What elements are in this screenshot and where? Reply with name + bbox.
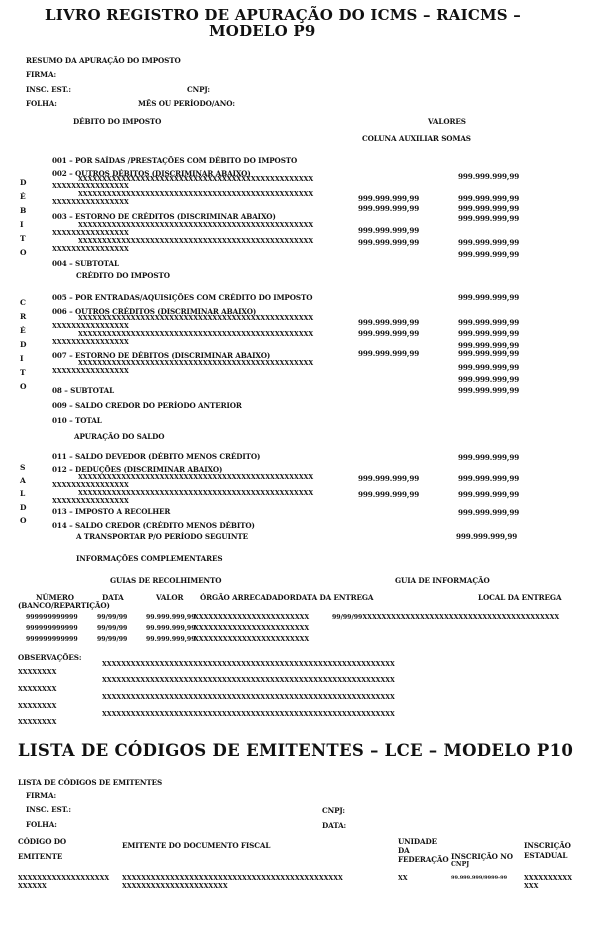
p10-subtitle: LISTA DE CÓDIGOS DE EMITENTES: [18, 778, 163, 787]
value: 999.999.999,99: [358, 329, 420, 338]
value: 999.999.999,99: [458, 293, 520, 302]
obs-short: XXXXXXXX: [18, 669, 57, 676]
row-ie: XXXXXXXXXX: [524, 875, 573, 882]
guia-info-heading: GUIA DE INFORMAÇÃO: [395, 576, 490, 585]
side-letter: O: [20, 248, 27, 257]
value: 999.999.999,99: [358, 490, 420, 499]
line-001: 001 – POR SAÍDAS /PRESTAÇÕES COM DÉBITO DO IMPOSTO: [52, 156, 298, 165]
side-letter: R: [20, 312, 27, 321]
detail-x: XXXXXXXXXXXXXXXXXXXXXXXXXXXXXXXXXXXXXXXXXXXXXXXXX: [78, 222, 314, 229]
value: 999.999.999,99: [458, 453, 520, 462]
guia-line: 99/99/99XXXXXXXXXXXXXXXXXXXXXXXXXXXXXXXXXXXXXXXXX: [332, 614, 560, 621]
apuracao-heading: APURAÇÃO DO SALDO: [74, 432, 165, 441]
side-letter: O: [20, 516, 27, 525]
side-letter: T: [20, 234, 26, 243]
value: 999.999.999,99: [458, 474, 520, 483]
value: 999.999.999,99: [458, 238, 520, 247]
row-cnpj: 99.999.999/9999-99: [451, 875, 508, 881]
guia-valor: 99.999.999,99: [146, 625, 196, 632]
obs-line: XXXXXXXXXXXXXXXXXXXXXXXXXXXXXXXXXXXXXXXXXXXXXXXXXXXXXXXXXXXXX: [102, 711, 395, 718]
line-013: 013 – IMPOSTO A RECOLHER: [52, 507, 171, 516]
side-letter: D: [20, 340, 27, 349]
value: 999.999.999,99: [458, 375, 520, 384]
obs-line: XXXXXXXXXXXXXXXXXXXXXXXXXXXXXXXXXXXXXXXXXXXXXXXXXXXXXXXXXXXXX: [102, 661, 395, 668]
guia-orgao: XXXXXXXXXXXXXXXXXXXXXXXX: [194, 636, 310, 643]
detail-x: XXXXXXXXXXXXXXXX: [52, 482, 129, 489]
line-005: 005 – POR ENTRADAS/AQUISIÇÕES COM CRÉDITO DO IMPOSTO: [52, 293, 313, 302]
detail-x: XXXXXXXXXXXXXXXX: [52, 246, 129, 253]
side-letter: É: [20, 326, 26, 335]
detail-x: XXXXXXXXXXXXXXXX: [52, 368, 129, 375]
line-012: 012 – DEDUÇÕES (DISCRIMINAR ABAIXO): [52, 465, 223, 474]
side-letter: T: [20, 368, 26, 377]
detail-x: XXXXXXXXXXXXXXXXXXXXXXXXXXXXXXXXXXXXXXXXXXXXXXXXX: [78, 176, 314, 183]
row-emitente-2: XXXXXXXXXXXXXXXXXXXXXX: [122, 883, 228, 890]
value: 999.999.999,99: [458, 363, 520, 372]
guia-num: 999999999999: [26, 614, 78, 621]
value: 999.999.999,99: [458, 386, 520, 395]
col-cnpj-2: CNPJ: [451, 861, 470, 868]
cnpj-label: CNPJ:: [187, 85, 210, 94]
coluna-somas-heading: COLUNA AUXILIAR SOMAS: [362, 134, 471, 143]
col-cnpj: INSCRIÇÃO NO: [451, 852, 513, 861]
detail-x: XXXXXXXXXXXXXXXXXXXXXXXXXXXXXXXXXXXXXXXXXXXXXXXXX: [78, 238, 314, 245]
detail-x: XXXXXXXXXXXXXXXX: [52, 339, 129, 346]
col-numero: NÚMERO: [36, 593, 74, 602]
side-letter: D: [20, 178, 27, 187]
valores-heading: VALORES: [428, 117, 466, 126]
guia-num: 999999999999: [26, 636, 78, 643]
value: 999.999.999,99: [458, 250, 520, 259]
value: 999.999.999,99: [458, 214, 520, 223]
value: 999.999.999,99: [358, 238, 420, 247]
side-letter: D: [20, 503, 27, 512]
folha-label: FOLHA:: [26, 99, 57, 108]
guia-date: 99/99/99: [97, 614, 128, 621]
guia-date: 99/99/99: [97, 636, 128, 643]
col-unidade: UNIDADE: [398, 837, 438, 846]
guia-valor: 99.999.999,99: [146, 614, 196, 621]
col-ie-2: ESTADUAL: [524, 851, 568, 860]
row-uf: XX: [398, 875, 408, 882]
line-007: 007 – ESTORNO DE DÉBITOS (DISCRIMINAR ABAIXO): [52, 351, 271, 360]
detail-x: XXXXXXXXXXXXXXXX: [52, 230, 129, 237]
side-letter: É: [20, 192, 26, 201]
line-014-cont: A TRANSPORTAR P/O PERÍODO SEGUINTE: [76, 532, 248, 541]
credito-heading: CRÉDITO DO IMPOSTO: [76, 271, 170, 280]
p9-title-line1: LIVRO REGISTRO DE APURAÇÃO DO ICMS – RAICMS –: [45, 6, 521, 24]
value: 999.999.999,99: [358, 474, 420, 483]
value: 999.999.999,99: [456, 532, 518, 541]
col-local: LOCAL DA ENTREGA: [478, 593, 562, 602]
row-codigo: XXXXXXXXXXXXXXXXXXX: [18, 875, 110, 882]
side-letter: A: [20, 476, 26, 485]
line-003: 003 – ESTORNO DE CRÉDITOS (DISCRIMINAR ABAIXO): [52, 212, 276, 221]
side-letter: O: [20, 382, 27, 391]
col-codigo: CÓDIGO DO: [18, 837, 67, 846]
value: 999.999.999,99: [458, 318, 520, 327]
col-codigo-2: EMITENTE: [18, 852, 63, 861]
p10-cnpj-label: CNPJ:: [322, 806, 345, 815]
value: 999.999.999,99: [458, 349, 520, 358]
detail-x: XXXXXXXXXXXXXXXX: [52, 183, 129, 190]
side-letter: L: [20, 489, 26, 498]
line-004: 004 – SUBTOTAL: [52, 259, 119, 268]
detail-x: XXXXXXXXXXXXXXXXXXXXXXXXXXXXXXXXXXXXXXXXXXXXXXXXX: [78, 191, 314, 198]
side-letter: I: [20, 354, 24, 363]
value: 999.999.999,99: [358, 318, 420, 327]
value: 999.999.999,99: [358, 349, 420, 358]
obs-short: XXXXXXXX: [18, 703, 57, 710]
mes-periodo-label: MÊS OU PERÍODO/ANO:: [138, 99, 235, 108]
guias-heading: GUIAS DE RECOLHIMENTO: [110, 576, 222, 585]
firma-label: FIRMA:: [26, 70, 57, 79]
p10-firma-label: FIRMA:: [26, 791, 57, 800]
col-data: DATA: [102, 593, 124, 602]
detail-x: XXXXXXXXXXXXXXXXXXXXXXXXXXXXXXXXXXXXXXXXXXXXXXXXX: [78, 331, 314, 338]
guia-date: 99/99/99: [97, 625, 128, 632]
col-orgao: ÓRGÃO ARRECADADORDATA DA ENTREGA: [200, 593, 374, 602]
detail-x: XXXXXXXXXXXXXXXXXXXXXXXXXXXXXXXXXXXXXXXXXXXXXXXXX: [78, 360, 314, 367]
detail-x: XXXXXXXXXXXXXXXX: [52, 498, 129, 505]
guia-valor: 99.999.999,99: [146, 636, 196, 643]
p10-title: LISTA DE CÓDIGOS DE EMITENTES – LCE – MODELO P10: [18, 741, 574, 760]
col-unidade-3: FEDERAÇÃO: [398, 855, 449, 864]
detail-x: XXXXXXXXXXXXXXXXXXXXXXXXXXXXXXXXXXXXXXXXXXXXXXXXX: [78, 315, 314, 322]
line-010: 010 – TOTAL: [52, 416, 102, 425]
side-letter: B: [20, 206, 27, 215]
value: 999.999.999,99: [358, 226, 420, 235]
guia-orgao: XXXXXXXXXXXXXXXXXXXXXXXX: [194, 614, 310, 621]
obs-line: XXXXXXXXXXXXXXXXXXXXXXXXXXXXXXXXXXXXXXXXXXXXXXXXXXXXXXXXXXXXX: [102, 694, 395, 701]
value: 999.999.999,99: [458, 194, 520, 203]
detail-x: XXXXXXXXXXXXXXXX: [52, 199, 129, 206]
p10-insc-label: INSC. EST.:: [26, 805, 71, 814]
detail-x: XXXXXXXXXXXXXXXXXXXXXXXXXXXXXXXXXXXXXXXXXXXXXXXXX: [78, 474, 314, 481]
side-letter: C: [20, 298, 26, 307]
info-heading: INFORMAÇÕES COMPLEMENTARES: [76, 554, 223, 563]
col-emitente: EMITENTE DO DOCUMENTO FISCAL: [122, 841, 271, 850]
obs-short: XXXXXXXX: [18, 719, 57, 726]
value: 999.999.999,99: [458, 508, 520, 517]
detail-x: XXXXXXXXXXXXXXXX: [52, 323, 129, 330]
value: 999.999.999,99: [458, 490, 520, 499]
value: 999.999.999,99: [358, 204, 420, 213]
line-008: 08 – SUBTOTAL: [52, 386, 115, 395]
line-011: 011 – SALDO DEVEDOR (DÉBITO MENOS CRÉDITO): [52, 452, 261, 461]
col-unidade-2: DA: [398, 846, 410, 855]
row-ie-2: XXX: [524, 883, 539, 890]
col-valor: VALOR: [156, 593, 184, 602]
value: 999.999.999,99: [458, 329, 520, 338]
col-banco: (BANCO/REPARTIÇÃO): [18, 601, 110, 610]
detail-x: XXXXXXXXXXXXXXXXXXXXXXXXXXXXXXXXXXXXXXXXXXXXXXXXX: [78, 490, 314, 497]
p9-title-line2: MODELO P9: [209, 22, 316, 40]
side-letter: S: [20, 463, 26, 472]
col-ie: INSCRIÇÃO: [524, 841, 571, 850]
line-014: 014 – SALDO CREDOR (CRÉDITO MENOS DÉBITO): [52, 521, 255, 530]
line-009: 009 – SALDO CREDOR DO PERÍODO ANTERIOR: [52, 401, 242, 410]
value: 999.999.999,99: [358, 194, 420, 203]
obs-short: XXXXXXXX: [18, 686, 57, 693]
resumo-heading: RESUMO DA APURAÇÃO DO IMPOSTO: [26, 56, 181, 65]
row-emitente: XXXXXXXXXXXXXXXXXXXXXXXXXXXXXXXXXXXXXXXXXXXXXX: [122, 875, 343, 882]
observacoes-label: OBSERVAÇÕES:: [18, 653, 82, 662]
guia-orgao: XXXXXXXXXXXXXXXXXXXXXXXX: [194, 625, 310, 632]
p10-folha-label: FOLHA:: [26, 820, 57, 829]
obs-line: XXXXXXXXXXXXXXXXXXXXXXXXXXXXXXXXXXXXXXXXXXXXXXXXXXXXXXXXXXXXX: [102, 677, 395, 684]
value: 999.999.999,99: [458, 172, 520, 181]
value: 999.999.999,99: [458, 204, 520, 213]
row-codigo-2: XXXXXX: [18, 883, 47, 890]
side-letter: I: [20, 220, 24, 229]
line-002: 002 – OUTROS DÉBITOS (DISCRIMINAR ABAIXO): [52, 169, 251, 178]
p10-data-label: DATA:: [322, 821, 347, 830]
insc-est-label: INSC. EST.:: [26, 85, 71, 94]
guia-num: 999999999999: [26, 625, 78, 632]
line-006: 006 – OUTROS CRÉDITOS (DISCRIMINAR ABAIXO): [52, 307, 257, 316]
value: 999.999.999,99: [458, 341, 520, 350]
debito-heading: DÉBITO DO IMPOSTO: [73, 117, 162, 126]
